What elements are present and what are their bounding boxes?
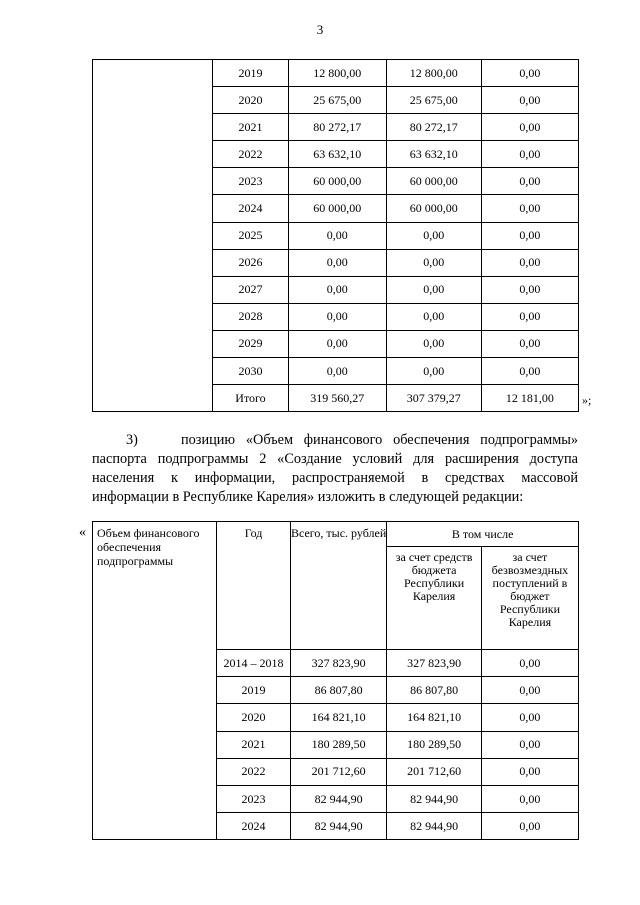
free-receipts-cell: 0,00 xyxy=(481,141,578,168)
header-including: В том числе xyxy=(387,522,579,547)
budget-cell: 25 675,00 xyxy=(386,87,481,114)
total-cell: 86 807,80 xyxy=(290,677,386,704)
total-cell: 327 823,90 xyxy=(290,650,386,677)
year-cell: 2024 xyxy=(213,195,288,222)
year-cell: 2021 xyxy=(213,114,288,141)
budget-cell: 63 632,10 xyxy=(386,141,481,168)
total-cell: 82 944,90 xyxy=(290,785,386,812)
total-cell: 0,00 xyxy=(288,330,386,357)
year-cell: 2020 xyxy=(213,87,288,114)
budget-cell: 0,00 xyxy=(386,276,481,303)
budget-cell: 0,00 xyxy=(386,303,481,330)
free-receipts-cell: 0,00 xyxy=(481,168,578,195)
free-receipts-cell: 0,00 xyxy=(481,87,578,114)
year-cell: 2025 xyxy=(213,222,288,249)
budget-cell: 0,00 xyxy=(386,358,481,385)
total-cell: 0,00 xyxy=(288,358,386,385)
total-cell: 80 272,17 xyxy=(288,114,386,141)
total-cell: 63 632,10 xyxy=(288,141,386,168)
opening-quote-mark: « xyxy=(79,525,86,540)
budget-cell: 164 821,10 xyxy=(387,704,482,731)
free-receipts-cell: 0,00 xyxy=(481,276,578,303)
total-cell: 25 675,00 xyxy=(288,87,386,114)
free-receipts-cell: 0,00 xyxy=(481,303,578,330)
budget-cell: 82 944,90 xyxy=(387,785,482,812)
total-cell: 0,00 xyxy=(288,249,386,276)
paragraph-number: 3) xyxy=(126,432,138,448)
year-cell: Итого xyxy=(213,385,288,412)
budget-cell: 80 272,17 xyxy=(386,114,481,141)
budget-cell: 327 823,90 xyxy=(387,650,482,677)
subprogram-financing-table xyxy=(92,521,579,840)
table-row xyxy=(93,60,579,87)
total-cell: 82 944,90 xyxy=(290,813,386,840)
budget-cell: 0,00 xyxy=(386,222,481,249)
year-cell: 2019 xyxy=(217,677,291,704)
year-cell: 2023 xyxy=(213,168,288,195)
free-receipts-cell: 0,00 xyxy=(481,358,578,385)
year-cell: 2023 xyxy=(217,785,291,812)
financing-label: Объем финансового обеспечения подпрограммы xyxy=(97,526,200,568)
year-cell: 2030 xyxy=(213,358,288,385)
budget-cell: 0,00 xyxy=(386,330,481,357)
year-cell: 2022 xyxy=(213,141,288,168)
total-cell: 0,00 xyxy=(288,276,386,303)
free-receipts-cell: 0,00 xyxy=(481,60,578,87)
total-cell: 319 560,27 xyxy=(288,385,386,412)
amendment-paragraph xyxy=(92,431,578,507)
free-receipts-cell: 0,00 xyxy=(481,249,578,276)
total-cell: 164 821,10 xyxy=(290,704,386,731)
year-cell: 2021 xyxy=(217,731,291,758)
budget-cell: 12 800,00 xyxy=(386,60,481,87)
paragraph-text: позицию «Объем финансового обеспечения подпрограммы» паспорта подпрограммы 2 «Создание условий для расширения доступа населения к информации, распространяемой в средствах массовой информации в Республике Карелия» изложить в следующей редакции: xyxy=(92,432,578,505)
total-cell: 60 000,00 xyxy=(288,168,386,195)
year-cell: 2027 xyxy=(213,276,288,303)
free-receipts-cell: 0,00 xyxy=(481,813,578,840)
year-cell: 2014 – 2018 xyxy=(217,650,291,677)
total-cell: 0,00 xyxy=(288,222,386,249)
header-total: Всего, тыс. рублей xyxy=(290,522,386,650)
budget-cell: 60 000,00 xyxy=(386,195,481,222)
free-receipts-cell: 0,00 xyxy=(481,222,578,249)
header-year: Год xyxy=(217,522,291,650)
closing-quote-mark: »; xyxy=(582,393,592,407)
free-receipts-cell: 0,00 xyxy=(481,114,578,141)
year-cell: 2019 xyxy=(213,60,288,87)
year-cell: 2020 xyxy=(217,704,291,731)
header-free-receipts: за счет безвозмездных поступлений в бюджет Республики Карелия xyxy=(481,547,578,650)
free-receipts-cell: 0,00 xyxy=(481,650,578,677)
budget-cell: 82 944,90 xyxy=(387,813,482,840)
empty-label-cell xyxy=(93,60,213,412)
year-cell: 2024 xyxy=(217,813,291,840)
free-receipts-cell: 12 181,00 xyxy=(481,385,578,412)
total-cell: 60 000,00 xyxy=(288,195,386,222)
financing-label-cell xyxy=(93,522,217,840)
free-receipts-cell: 0,00 xyxy=(481,758,578,785)
free-receipts-cell: 0,00 xyxy=(481,330,578,357)
total-cell: 12 800,00 xyxy=(288,60,386,87)
free-receipts-cell: 0,00 xyxy=(481,677,578,704)
budget-cell: 0,00 xyxy=(386,249,481,276)
year-cell: 2028 xyxy=(213,303,288,330)
free-receipts-cell: 0,00 xyxy=(481,785,578,812)
budget-cell: 86 807,80 xyxy=(387,677,482,704)
year-cell: 2029 xyxy=(213,330,288,357)
budget-cell: 180 289,50 xyxy=(387,731,482,758)
total-cell: 201 712,60 xyxy=(290,758,386,785)
year-cell: 2026 xyxy=(213,249,288,276)
budget-cell: 307 379,27 xyxy=(386,385,481,412)
total-cell: 180 289,50 xyxy=(290,731,386,758)
budget-cell: 60 000,00 xyxy=(386,168,481,195)
header-budget: за счет средств бюджета Республики Карелия xyxy=(387,547,482,650)
year-cell: 2022 xyxy=(217,758,291,785)
total-cell: 0,00 xyxy=(288,303,386,330)
free-receipts-cell: 0,00 xyxy=(481,731,578,758)
page-number: 3 xyxy=(316,22,324,37)
budget-cell: 201 712,60 xyxy=(387,758,482,785)
financing-table-continuation xyxy=(92,59,579,412)
free-receipts-cell: 0,00 xyxy=(481,704,578,731)
free-receipts-cell: 0,00 xyxy=(481,195,578,222)
